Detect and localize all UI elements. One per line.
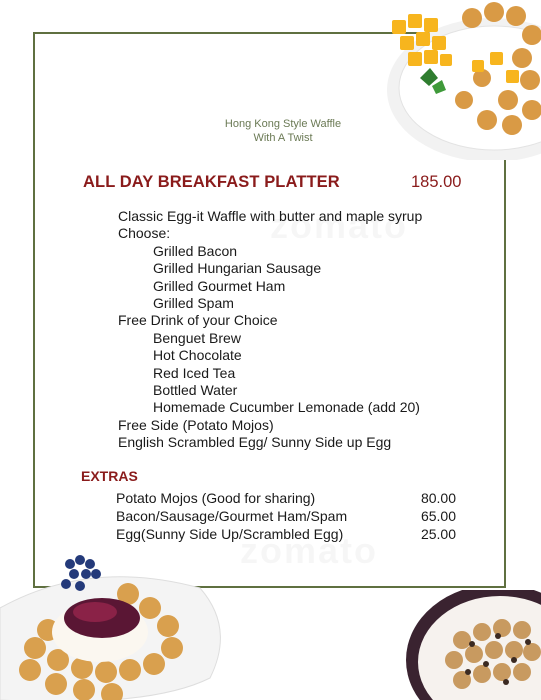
- tagline: [200, 117, 366, 145]
- option-line: Benguet Brew: [153, 329, 241, 346]
- option-line: Red Iced Tea: [153, 364, 236, 381]
- description-line: Free Side (Potato Mojos): [118, 416, 274, 433]
- extras-title: EXTRAS: [81, 468, 138, 484]
- cookies-waffle-photo: [402, 590, 541, 700]
- extras-item-name: Potato Mojos (Good for sharing): [116, 490, 316, 506]
- option-line: Grilled Hungarian Sausage: [153, 260, 322, 277]
- extras-list: [116, 489, 456, 543]
- option-line: Homemade Cucumber Lemonade (add 20): [153, 399, 420, 416]
- extras-item-price: 25.00: [420, 526, 456, 542]
- option-line: Grilled Gourmet Ham: [153, 277, 286, 294]
- description-line: Choose:: [118, 225, 171, 242]
- option-line: Grilled Spam: [153, 295, 234, 312]
- mango-waffle-photo: [372, 0, 541, 160]
- berry-waffle-photo: [0, 548, 230, 700]
- description-line: English Scrambled Egg/ Sunny Side up Egg: [118, 434, 392, 451]
- tagline-line: With A Twist: [253, 132, 313, 144]
- option-line: Hot Chocolate: [153, 347, 242, 364]
- description-line: Classic Egg-it Waffle with butter and maple syrup: [118, 208, 423, 224]
- extras-item: [116, 525, 456, 543]
- extras-item-name: Egg(Sunny Side Up/Scrambled Egg): [116, 526, 344, 542]
- extras-item-name: Bacon/Sausage/Gourmet Ham/Spam: [116, 508, 348, 524]
- extras-item-price: 80.00: [420, 490, 456, 506]
- extras-item: [116, 507, 456, 525]
- platter-title: ALL DAY BREAKFAST PLATTER: [83, 173, 340, 191]
- option-line: Grilled Bacon: [153, 242, 238, 259]
- description-line: Free Drink of your Choice: [118, 312, 278, 329]
- option-line: Bottled Water: [153, 382, 238, 399]
- extras-item-price: 65.00: [420, 508, 456, 524]
- extras-item: [116, 489, 456, 507]
- platter-description: [118, 208, 422, 452]
- platter-price: 185.00: [411, 173, 462, 191]
- tagline-line: Hong Kong Style Waffle: [224, 118, 342, 130]
